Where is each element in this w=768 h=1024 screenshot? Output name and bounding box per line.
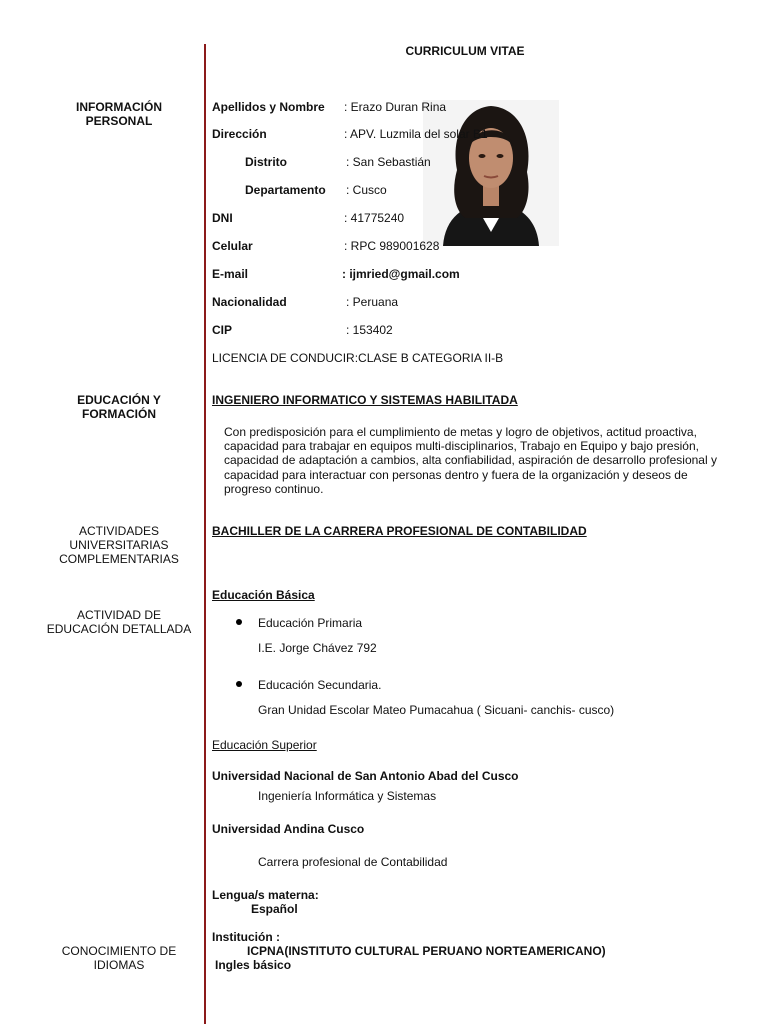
cip-label: CIP [212,323,233,337]
district-label: Distrito [245,155,287,169]
degree-title: INGENIERO INFORMATICO Y SISTEMAS HABILITADA [212,393,518,407]
driver-license: LICENCIA DE CONDUCIR:CLASE B CATEGORIA II-B [212,351,504,365]
university-2-career: Carrera profesional de Contabilidad [258,855,448,869]
dni-label: DNI [212,211,233,225]
profile-paragraph: Con predisposición para el cumplimiento de metas y logro de objetivos, actitud proactiva, capacidad para trabajar en equipos multi-disciplinarios, Trabajo en Equipo y bajo presión, capacidad de adaptación a cambios, alta confiabilidad, aspiración de desarrollo profesional y capacidad para interactuar con personas dentro y fuera de la organización y deseos de progreso continuo. [224,425,717,496]
email-value: : ijmried@gmail.com [342,267,460,281]
district-value: : San Sebastián [346,155,431,169]
profile-photo [423,100,559,246]
secondary-school: Gran Unidad Escolar Mateo Pumacahua ( Sicuani- canchis- cusco) [258,703,615,717]
section-personal: INFORMACIÓN PERSONAL [76,100,162,128]
address-value: : APV. Luzmila del solar B1 [344,127,488,141]
address-label: Dirección [212,127,267,141]
mother-tongue-value: Español [251,902,298,916]
name-label: Apellidos y Nombre [212,100,325,114]
nationality-value: : Peruana [346,295,399,309]
language-level: Ingles básico [215,958,292,972]
department-label: Departamento [245,183,326,197]
nationality-label: Nacionalidad [212,295,287,309]
primary-education: Educación Primaria [258,616,363,630]
cell-value: : RPC 989001628 [344,239,440,253]
institution-label: Institución : [212,930,280,944]
bullet-icon [236,619,242,625]
section-languages: CONOCIMIENTO DE IDIOMAS [61,944,177,972]
cip-value: : 153402 [346,323,393,337]
superior-education-title: Educación Superior [212,738,317,752]
bachelor-title: BACHILLER DE LA CARRERA PROFESIONAL DE CONTABILIDAD [212,524,587,538]
name-value: : Erazo Duran Rina [344,100,447,114]
secondary-education: Educación Secundaria. [258,678,382,692]
section-detailed-education: ACTIVIDAD DE EDUCACIÓN DETALLADA [46,608,192,636]
university-1: Universidad Nacional de San Antonio Abad del Cusco [212,769,519,783]
dni-value: : 41775240 [344,211,405,225]
institution-value: ICPNA(INSTITUTO CULTURAL PERUANO NORTEAMERICANO) [247,944,606,958]
section-activities: ACTIVIDADES UNIVERSITARIAS COMPLEMENTARIAS [59,524,179,566]
email-label: E-mail [212,267,249,281]
primary-school: I.E. Jorge Chávez 792 [258,641,377,655]
basic-education-title: Educación Básica [212,588,315,602]
university-1-career: Ingeniería Informática y Sistemas [258,789,437,803]
page-title: CURRICULUM VITAE [405,44,525,58]
cell-label: Celular [212,239,253,253]
university-2: Universidad Andina Cusco [212,822,365,836]
mother-tongue-label: Lengua/s materna: [212,888,319,902]
department-value: : Cusco [346,183,387,197]
bullet-icon [236,681,242,687]
section-education: EDUCACIÓN Y FORMACIÓN [77,393,161,421]
